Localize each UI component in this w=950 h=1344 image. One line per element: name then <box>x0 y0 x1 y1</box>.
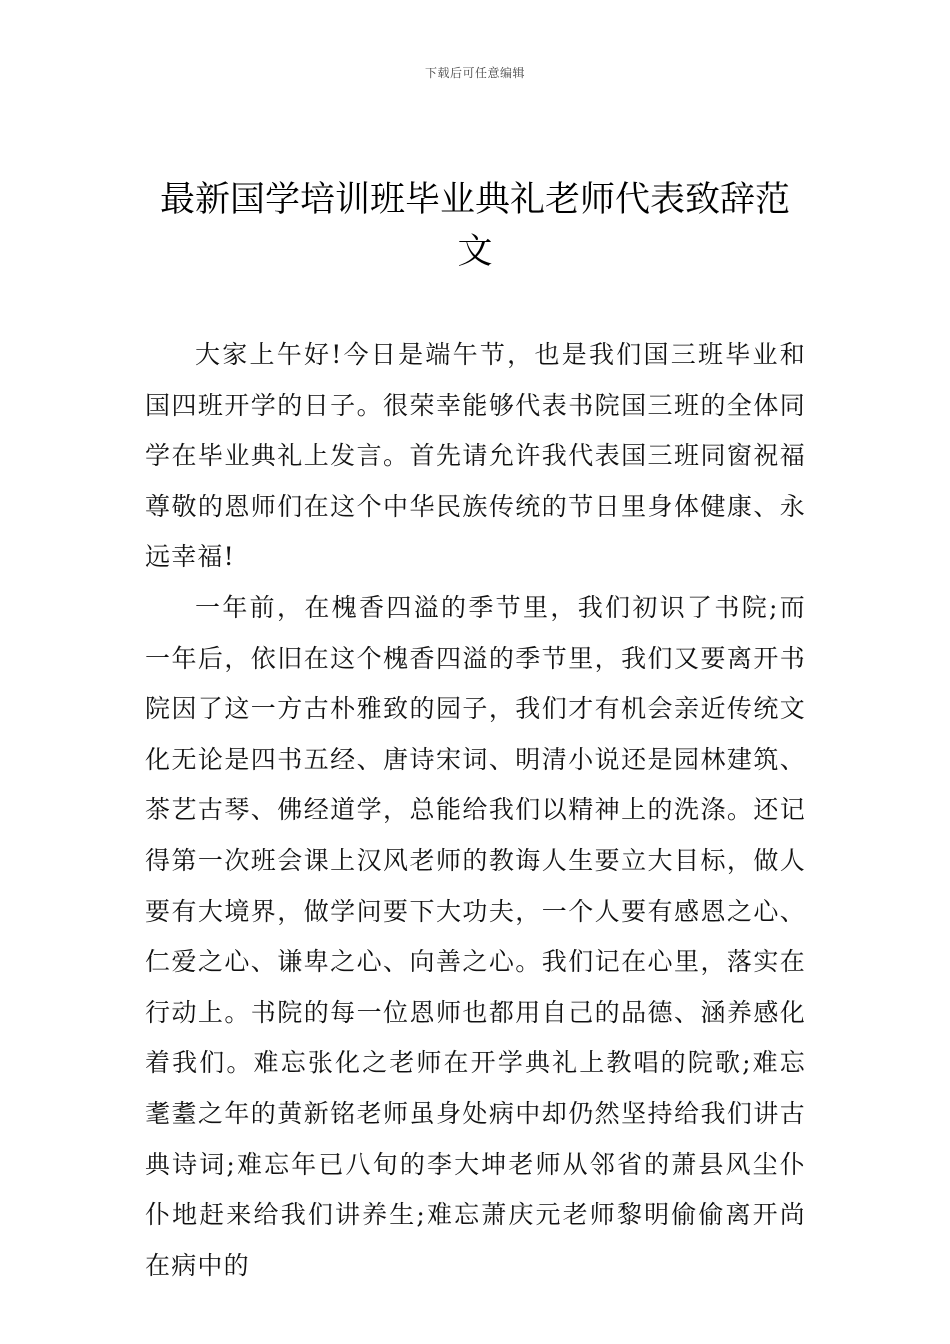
paragraph-memories: 一年前，在槐香四溢的季节里，我们初识了书院;而一年后，依旧在这个槐香四溢的季节里，我们又要离开书院因了这一方古朴雅致的园子，我们才有机会亲近传统文化无论是四书五经、唐诗宋词、明清小说还是园林建筑、茶艺古琴、佛经道学，总能给我们以精神上的洗涤。还记得第一次班会课上汉风老师的教诲人生要立大目标，做人要有大境界，做学问要下大功夫，一个人要有感恩之心、仁爱之心、谦卑之心、向善之心。我们记在心里，落实在行动上。书院的每一位恩师也都用自己的品德、涵养感化着我们。难忘张化之老师在开学典礼上教唱的院歌;难忘耄耋之年的黄新铭老师虽身处病中却仍然坚持给我们讲古典诗词;难忘年已八旬的李大坤老师从邻省的萧县风尘仆仆地赶来给我们讲养生;难忘萧庆元老师黎明偷偷离开尚在病中的 <box>145 592 806 1280</box>
paragraph-greeting: 大家上午好!今日是端午节，也是我们国三班毕业和国四班开学的日子。很荣幸能够代表书院国三班的全体同学在毕业典礼上发言。首先请允许我代表国三班同窗祝福尊敬的恩师们在这个中华民族传统的节日里身体健康、永远幸福! <box>145 340 806 572</box>
header-note: 下载后可任意编辑 <box>424 66 525 80</box>
document-title: 最新国学培训班毕业典礼老师代表致辞范文 <box>159 180 790 272</box>
document-body <box>145 330 806 1291</box>
